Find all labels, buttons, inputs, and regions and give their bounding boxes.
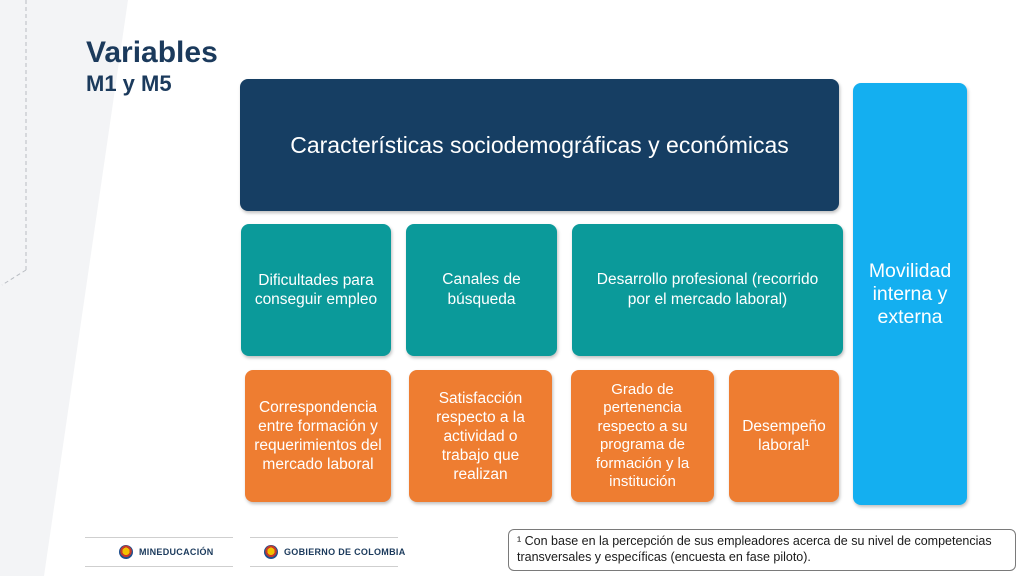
footnote: ¹ Con base en la percepción de sus empleadores acerca de su nivel de competencias transversales y específicas (encuesta en fase piloto). [508,529,1016,571]
orange-box-label: Satisfacción respecto a la actividad o trabajo que realizan [436,389,525,483]
coat-of-arms-icon [119,545,133,559]
slide-subtitle: M1 y M5 [86,71,172,96]
orange-box-label: Grado de pertenencia respecto a su programa de formación y la institución [595,380,690,490]
gobierno-logo [250,537,406,567]
orange-box-correspondencia [245,370,391,502]
header-box [240,79,839,211]
side-box-label: Movilidad interna y externa [868,259,952,328]
teal-box-label: Dificultades para conseguir empleo [254,272,378,308]
coat-of-arms-icon [264,545,278,559]
orange-box-satisfaccion [409,370,552,502]
orange-box-pertenencia [571,370,714,502]
mineducacion-logo [85,537,233,567]
gobierno-logo-text: GOBIERNO DE COLOMBIA [284,547,406,557]
teal-box-label: Desarrollo profesional (recorrido por el mercado laboral) [596,271,819,308]
teal-box-label: Canales de búsqueda [442,271,521,308]
header-box-label: Características sociodemográficas y económicas [290,131,789,158]
orange-box-label: Correspondencia entre formación y requerimientos del mercado laboral [254,399,382,473]
orange-box-desempeno [729,370,839,502]
slide-title: Variables [86,36,218,69]
teal-box-desarrollo [572,224,843,356]
teal-box-canales [406,224,557,356]
mineducacion-logo-text: MINEDUCACIÓN [139,547,214,557]
side-box-movilidad [853,83,967,505]
teal-box-dificultades [241,224,391,356]
orange-box-label: Desempeño laboral¹ [742,418,826,454]
